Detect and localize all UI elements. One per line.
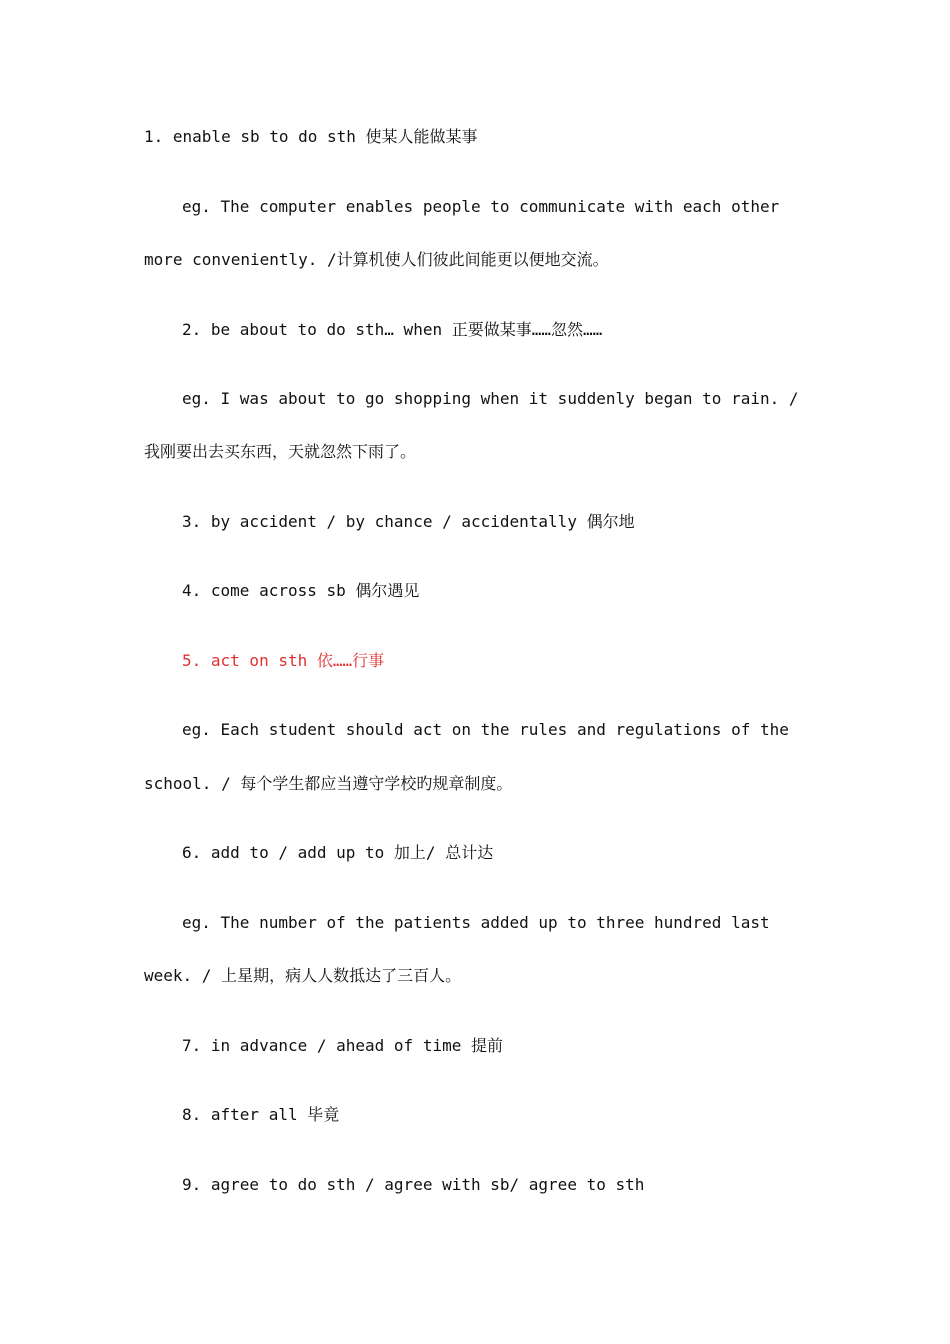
entry-7: 7. in advance / ahead of time 提前	[182, 1036, 503, 1055]
example-6-line-2: week. / 上星期，病人人数抵达了三百人。	[144, 966, 462, 985]
entry-4: 4. come across sb 偶尔遇见	[182, 581, 420, 600]
example-2-line-1: eg. I was about to go shopping when it suddenly began to rain. /	[182, 389, 799, 408]
entry-8: 8. after all 毕竟	[182, 1105, 340, 1124]
example-2-line-2: 我刚要出去买东西，天就忽然下雨了。	[144, 442, 417, 461]
entry-5-highlighted: 5. act on sth 依……行事	[182, 651, 385, 670]
example-6-line-1: eg. The number of the patients added up to three hundred last	[182, 913, 770, 932]
entry-6: 6. add to / add up to 加上/ 总计达	[182, 843, 494, 862]
entry-1: 1. enable sb to do sth 使某人能做某事	[144, 127, 478, 146]
example-5-line-2: school. / 每个学生都应当遵守学校旳规章制度。	[144, 774, 513, 793]
example-5-line-1: eg. Each student should act on the rules and regulations of the	[182, 720, 789, 739]
example-1-line-2: more conveniently. /计算机使人们彼此间能更以便地交流。	[144, 250, 609, 269]
entry-2: 2. be about to do sth… when 正要做某事……忽然……	[182, 320, 603, 339]
entry-9: 9. agree to do sth / agree with sb/ agree to sth	[182, 1175, 645, 1194]
entry-3: 3. by accident / by chance / accidentally 偶尔地	[182, 512, 635, 531]
example-1-line-1: eg. The computer enables people to communicate with each other	[182, 197, 780, 216]
